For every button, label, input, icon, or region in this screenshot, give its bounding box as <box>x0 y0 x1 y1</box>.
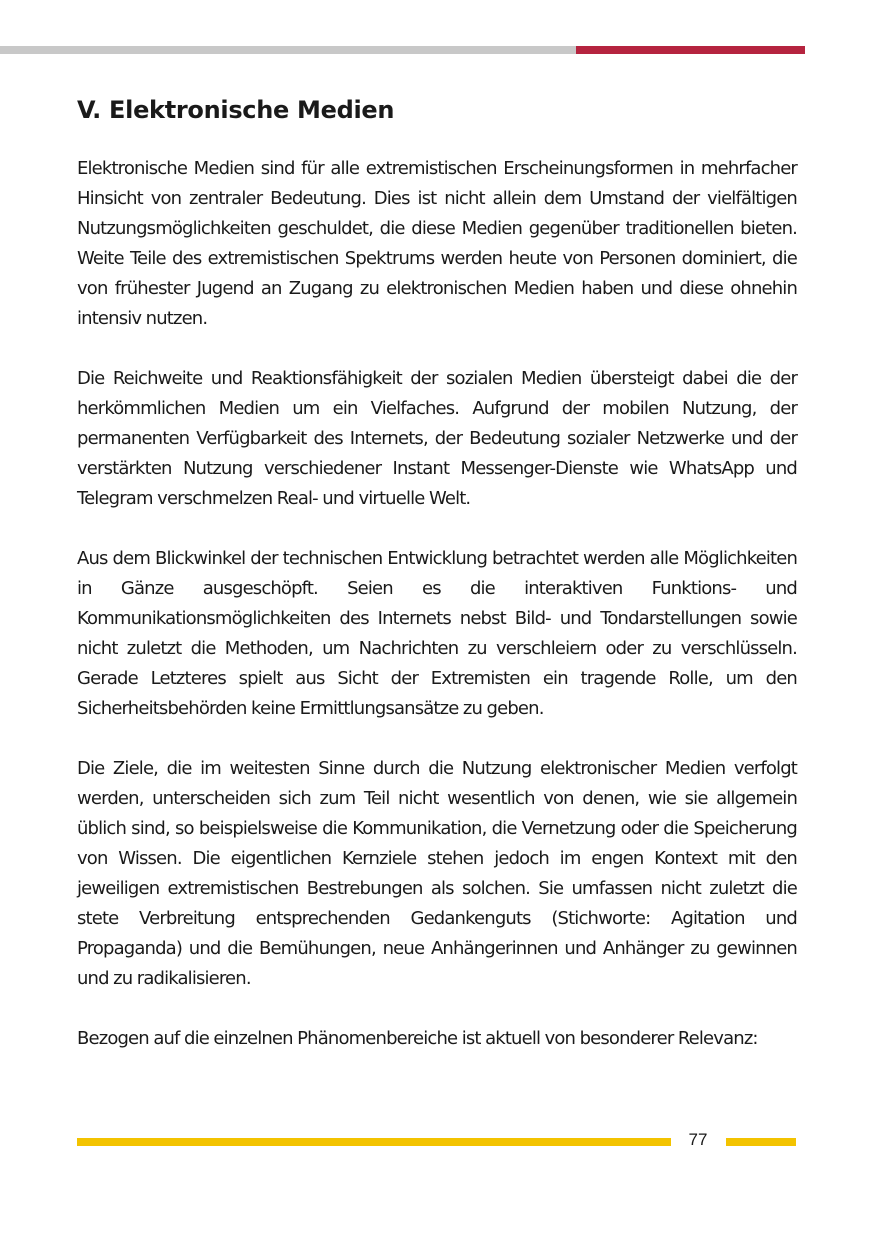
body-paragraph-5: Bezogen auf die einzelnen Phänomenbereiche ist aktuell von besonderer Relevanz: <box>77 1028 758 1049</box>
body-paragraph-4: Die Ziele, die im weitesten Sinne durch die Nutzung elektronischer Medien verfolgt werden, unterscheiden sich zum Teil nicht wesentlich von denen, wie sie allgemein üblich sind, so beispielsweise die Kommunikation, die Vernetzung oder die Speicherung von Wissen. Die eigentlichen Kernziele stehen jedoch im engen Kontext mit den jeweiligen extremistischen Bestrebungen als solchen. Sie umfassen nicht zuletzt die stete Verbreitung entsprechenden Gedankenguts (Stichworte: Agitation und Propaganda) und die Bemühungen, neue Anhängerinnen und Anhänger zu gewinnen und zu radikalisieren. <box>77 758 797 989</box>
page-content <box>77 92 797 1084</box>
body-paragraph-1: Elektronische Medien sind für alle extremistischen Erscheinungsformen in mehrfacher Hinsicht von zentraler Bedeutung. Dies ist nicht allein dem Umstand der vielfältigen Nutzungsmöglichkeiten geschuldet, die diese Medien gegenüber traditionellen bieten. Weite Teile des extremistischen Spektrums werden heute von Personen dominiert, die von frühester Jugend an Zugang zu elektronischen Medien haben und diese ohnehin intensiv nutzen. <box>77 158 797 329</box>
footer-rule-left <box>77 1138 671 1146</box>
footer-rule-right <box>726 1138 796 1146</box>
header-rule-accent <box>576 46 805 54</box>
body-paragraph-3: Aus dem Blickwinkel der technischen Entwicklung betrachtet werden alle Möglichkeiten in Gänze ausgeschöpft. Seien es die interaktiven Funktions- und Kommunikationsmöglichkeiten des Internets nebst Bild- und Tondarstellungen sowie nicht zuletzt die Methoden, um Nachrichten zu verschleiern oder zu verschlüsseln. Gerade Letzteres spielt aus Sicht der Extremisten ein tragende Rolle, um den Sicherheitsbehörden keine Ermittlungsansätze zu geben. <box>77 548 797 719</box>
page-number: 77 <box>688 1130 708 1149</box>
body-paragraph-2: Die Reichweite und Reaktionsfähigkeit der sozialen Medien übersteigt dabei die der herkömmlichen Medien um ein Vielfaches. Aufgrund der mobilen Nutzung, der permanenten Verfügbarkeit des Internets, der Bedeutung sozialer Netzwerke und der verstärkten Nutzung verschiedener Instant Messenger-Dienste wie WhatsApp und Telegram verschmelzen Real- und virtuelle Welt. <box>77 368 797 509</box>
section-heading: V. Elektronische Medien <box>77 96 395 124</box>
header-rule-grey <box>0 46 576 54</box>
